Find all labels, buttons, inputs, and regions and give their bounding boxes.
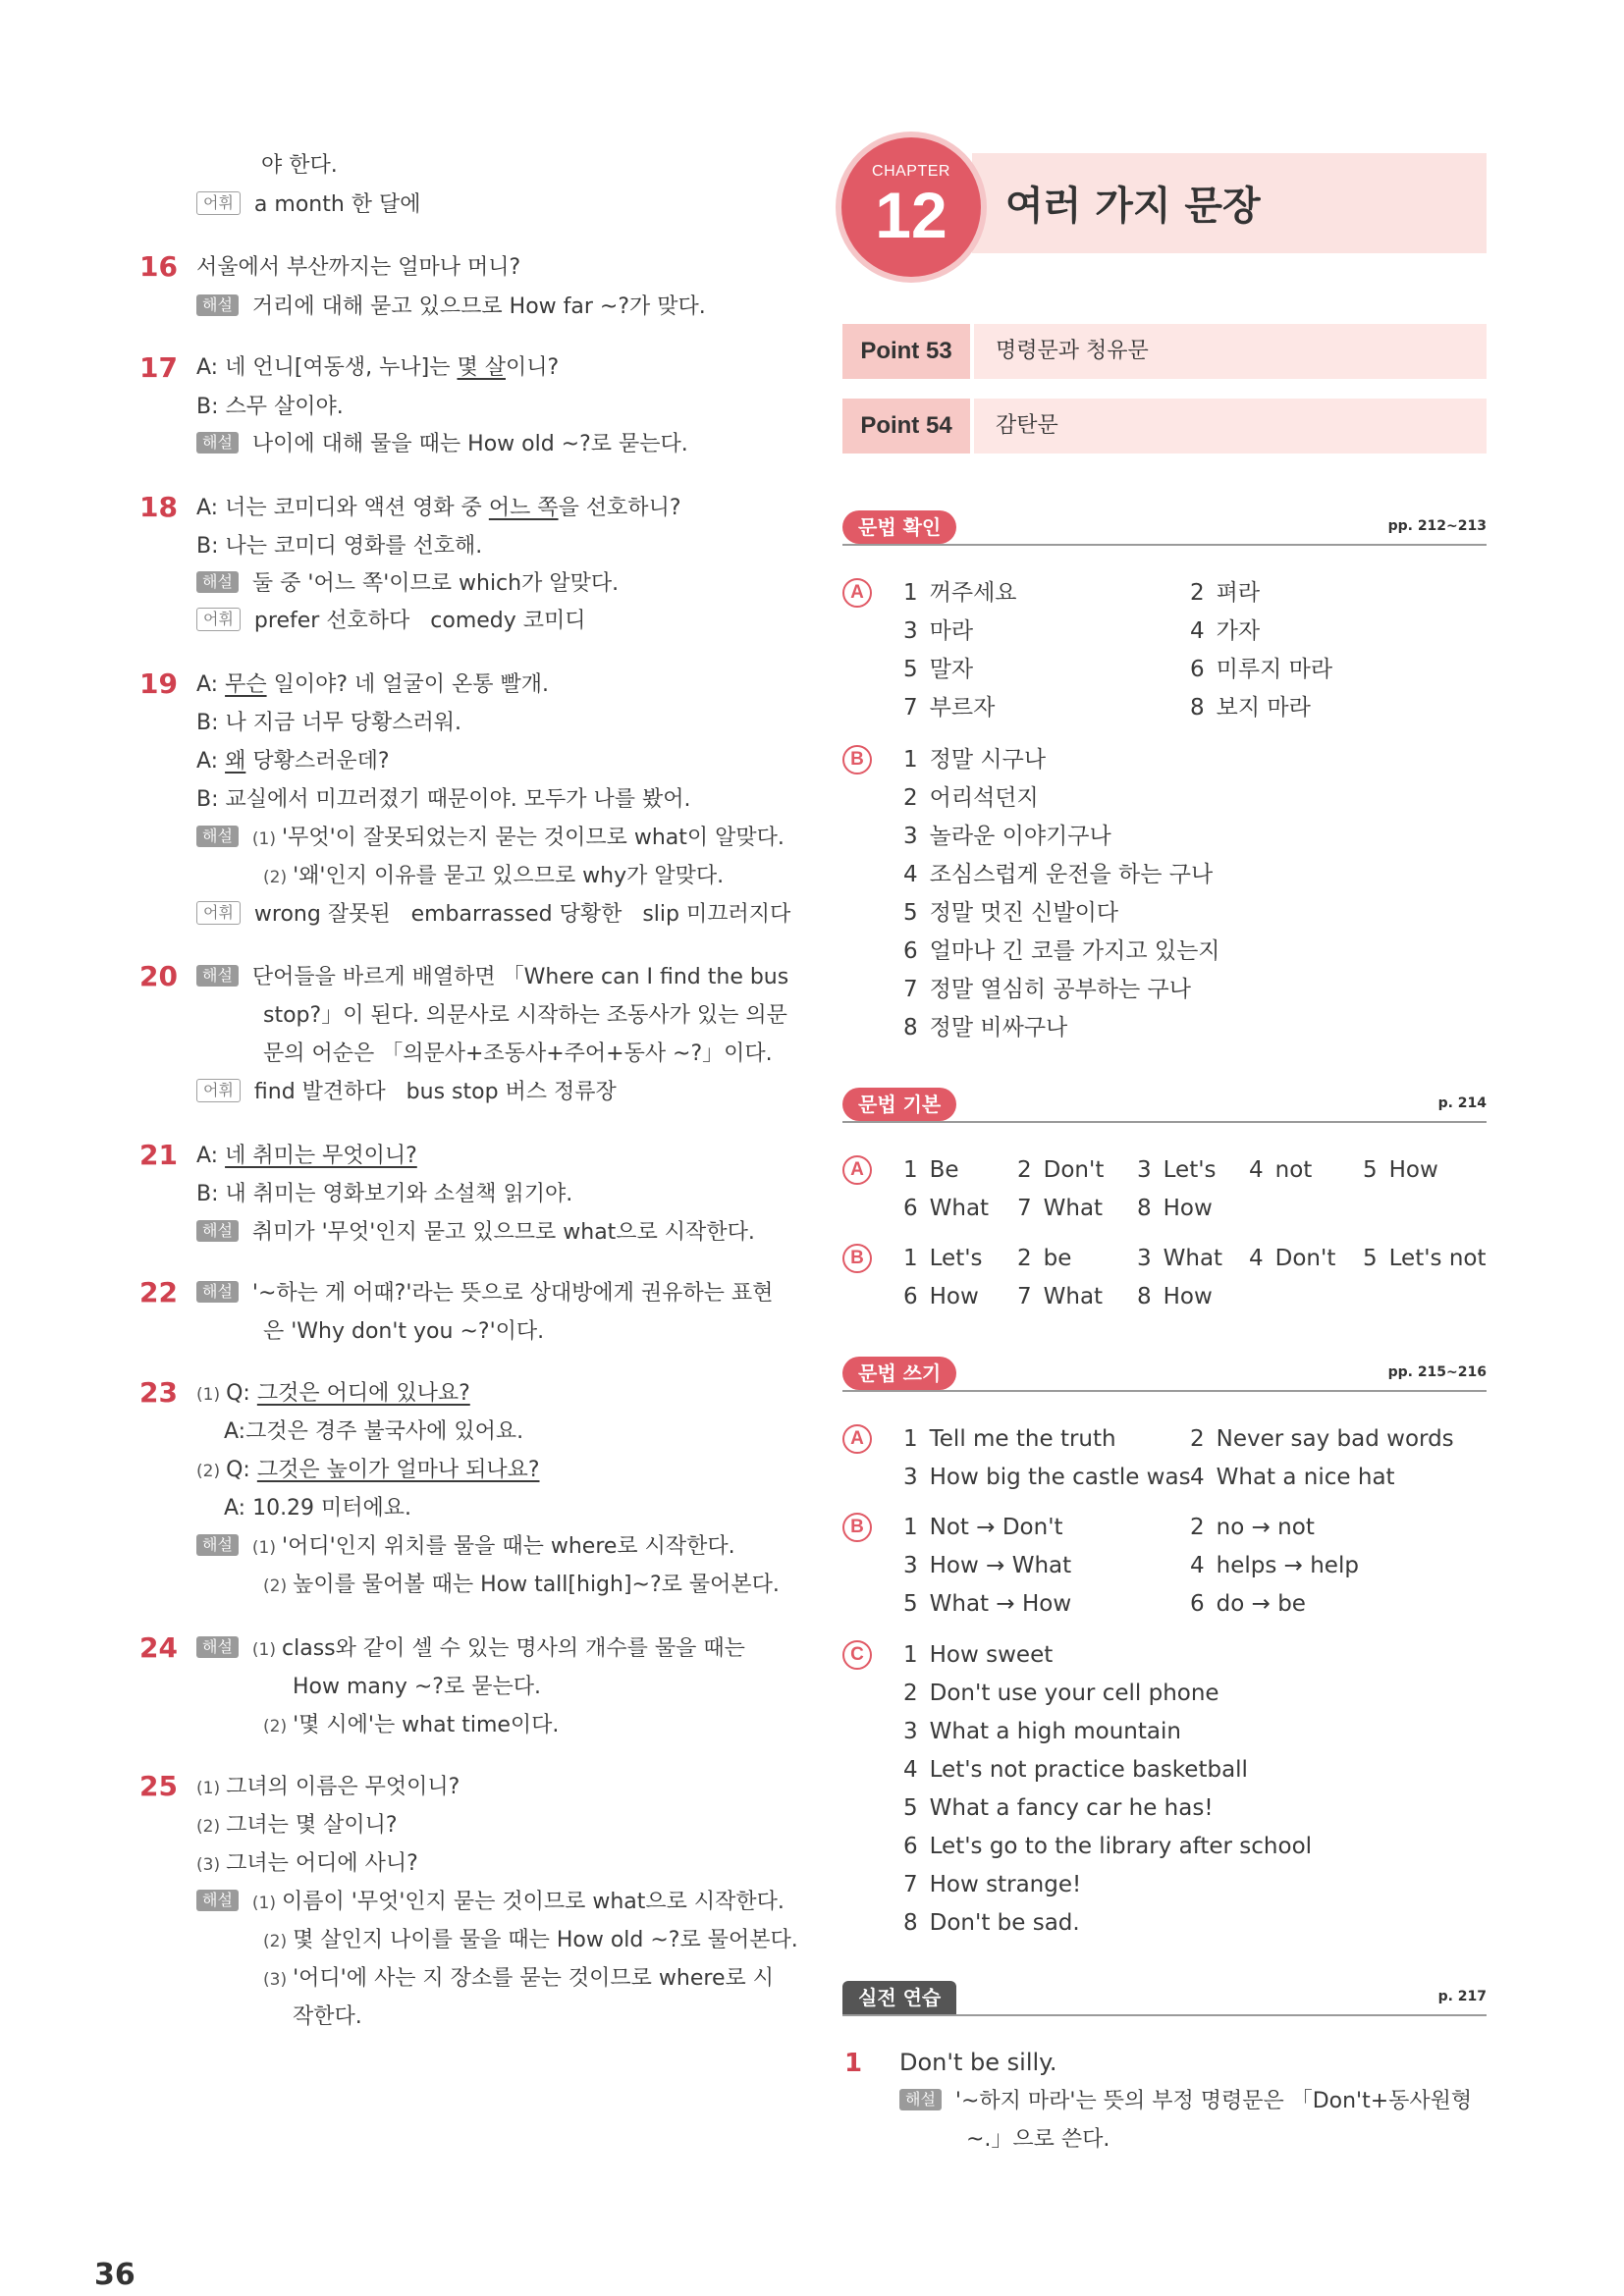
answer-number: 2 (903, 785, 918, 811)
question-number: 25 (139, 1770, 178, 1802)
answer-number: 6 (1190, 1591, 1205, 1617)
answer-item (903, 1244, 983, 1273)
point-label: Point 53 (842, 324, 970, 379)
answer-number: 1 (903, 1515, 918, 1540)
answer-item (1363, 1244, 1487, 1273)
chapter-label: CHAPTER (872, 163, 950, 180)
point-text: 감탄문 (974, 399, 1487, 454)
question-number: 20 (139, 960, 178, 992)
answer-item (1137, 1244, 1222, 1273)
answer-number: 5 (1363, 1246, 1378, 1271)
question-number: 21 (139, 1139, 178, 1171)
answer-number: 2 (1190, 1426, 1205, 1452)
answer-item (903, 898, 1118, 928)
question-number: 23 (139, 1376, 178, 1409)
answer-value: 얼마나 긴 코를 가지고 있는지 (929, 938, 1220, 964)
answer-number: 3 (1137, 1246, 1152, 1271)
question-number: 22 (139, 1276, 178, 1308)
explanation-line: 해설 취미가 '무엇'인지 묻고 있으므로 what으로 시작한다. (196, 1218, 755, 1248)
answer-item (903, 1755, 1248, 1785)
answer-value: Don't (1274, 1246, 1336, 1271)
question-number: 18 (139, 491, 178, 523)
answer-line: (2) 그녀는 몇 살이니? (196, 1813, 398, 1838)
answer-number: 8 (903, 1910, 918, 1936)
answer-number: 6 (903, 1284, 918, 1309)
answer-item (903, 936, 1220, 966)
answer-number: 8 (1190, 695, 1205, 721)
answer-item (903, 1640, 1053, 1670)
explanation-line: ~.」으로 쓴다. (966, 2127, 1110, 2152)
answer-item (1190, 578, 1260, 608)
answer-value: 정말 비싸구나 (929, 1015, 1068, 1041)
answer-number: 3 (903, 1553, 918, 1578)
section-title: 문법 확인 (842, 510, 956, 544)
answer-number: 2 (1017, 1157, 1032, 1183)
answer-number: 1 (903, 1246, 918, 1271)
answer-value: Tell me the truth (929, 1426, 1116, 1452)
dialog-line: A: 10.29 미터에요. (224, 1496, 412, 1521)
answer-item (903, 693, 995, 722)
answer-value: What → How (929, 1591, 1072, 1617)
answer-value: do → be (1216, 1591, 1306, 1617)
page-number: 36 (94, 2258, 135, 2292)
answer-value: What (929, 1196, 990, 1221)
answer-item (1190, 655, 1332, 684)
section-title: 문법 기본 (842, 1088, 956, 1121)
answer-value: 정말 시구나 (929, 747, 1047, 773)
answer-item (903, 1793, 1214, 1823)
answer-number: 8 (903, 1015, 918, 1041)
answer-number: 4 (1249, 1157, 1264, 1183)
dialog-line: A: 너는 코미디와 액션 영화 중 어느 쪽을 선호하니? (196, 496, 681, 520)
answer-value: How big the castle was (929, 1465, 1191, 1490)
answer-item (903, 1589, 1071, 1619)
answer-value: What a nice hat (1216, 1465, 1395, 1490)
answer-number: 3 (903, 1719, 918, 1744)
answer-number: 5 (1363, 1157, 1378, 1183)
answer-value: Let's (1163, 1157, 1217, 1183)
section-pages: pp. 212~213 (1387, 518, 1487, 534)
answer-value: What a fancy car he has! (929, 1795, 1214, 1821)
section-title: 실전 연습 (842, 1981, 956, 2014)
answer-value: Never say bad words (1216, 1426, 1454, 1452)
answer-number: 2 (903, 1681, 918, 1706)
question-number: 24 (139, 1631, 178, 1664)
answer-value: 미루지 마라 (1216, 657, 1333, 682)
answer-number: 1 (903, 1157, 918, 1183)
answer-number: 7 (903, 977, 918, 1002)
answer-item (903, 1908, 1080, 1938)
answer-value: Don't be sad. (929, 1910, 1080, 1936)
answer-item (903, 1424, 1116, 1454)
letter-a-icon: A (842, 578, 872, 608)
letter-a-icon: A (842, 1155, 872, 1185)
answer-value: 꺼주세요 (929, 580, 1017, 606)
answer-value: 마라 (929, 618, 974, 644)
vocab-line: 어휘 wrong 잘못된 embarrassed 당황한 slip 미끄러지다 (196, 900, 790, 930)
question-number: 1 (844, 2049, 863, 2078)
answer-number: 4 (1190, 618, 1205, 644)
answer-item (903, 822, 1111, 851)
answer-value: How (929, 1284, 979, 1309)
dialog-line: B: 스무 살이야. (196, 395, 344, 419)
answer-number: 5 (903, 1795, 918, 1821)
answer-item (903, 1155, 959, 1185)
answer-number: 5 (903, 900, 918, 926)
answer-item (1190, 693, 1311, 722)
answer-value: How (1163, 1196, 1213, 1221)
answer-value: How (1388, 1157, 1438, 1183)
answer-number: 4 (1190, 1553, 1205, 1578)
explanation-line: (2) '왜'인지 이유를 묻고 있으므로 why가 알맞다. (263, 864, 725, 888)
dialog-line: A: 무슨 일이야? 네 얼굴이 온통 빨개. (196, 672, 550, 697)
letter-b-icon: B (842, 745, 872, 774)
question-number: 19 (139, 667, 178, 700)
answer-item (1190, 1513, 1315, 1542)
answer-item (903, 1282, 979, 1311)
section-header (842, 1981, 1487, 2016)
dialog-line: B: 나 지금 너무 당황스러워. (196, 711, 461, 735)
section-title: 문법 쓰기 (842, 1357, 956, 1390)
explanation-line: 해설 (1) 이름이 '무엇'인지 묻는 것이므로 what으로 시작한다. (196, 1888, 785, 1918)
answer-item (1137, 1282, 1213, 1311)
answer-number: 1 (903, 580, 918, 606)
answer-number: 4 (1249, 1246, 1264, 1271)
answer-value: How strange! (929, 1872, 1082, 1897)
answer-number: 8 (1137, 1196, 1152, 1221)
vocab-line: 어휘 prefer 선호하다 comedy 코미디 (196, 607, 586, 636)
answer-item (903, 1194, 989, 1223)
answer-item (1017, 1155, 1104, 1185)
explanation-line: How many ~?로 묻는다. (293, 1675, 541, 1699)
answer-item (903, 1832, 1312, 1861)
question-text: 서울에서 부산까지는 얼마나 머니? (196, 255, 521, 280)
chapter-number: 12 (875, 179, 947, 251)
dialog-line: B: 교실에서 미끄러졌기 때문이야. 모두가 나를 봤어. (196, 787, 691, 812)
answer-number: 5 (903, 1591, 918, 1617)
chapter-badge (841, 137, 981, 277)
point-row (842, 324, 1487, 379)
letter-a-icon: A (842, 1424, 872, 1454)
answer-item (1249, 1244, 1335, 1273)
explanation-line: (3) '어디'에 사는 지 장소를 묻는 것이므로 where로 시 (263, 1966, 774, 1991)
dialog-line: (2) Q: 그것은 높이가 얼마나 되나요? (196, 1458, 540, 1482)
explanation-line: 해설 단어들을 바르게 배열하면 「Where can I find the bus (196, 963, 788, 992)
answer-value: 가자 (1216, 618, 1261, 644)
answer-value: How sweet (929, 1642, 1054, 1668)
answer-value: 어리석던지 (929, 785, 1039, 811)
answer-item (903, 1717, 1181, 1746)
vocab-line: 어휘 find 발견하다 bus stop 버스 정류장 (196, 1078, 617, 1107)
explanation-line: 해설 (1) '어디'인지 위치를 물을 때는 where로 시작한다. (196, 1532, 735, 1563)
answer-value: What (1163, 1246, 1223, 1271)
answer-value: 펴라 (1216, 580, 1261, 606)
answer-value: be (1043, 1246, 1072, 1271)
explanation-line: stop?」이 된다. 의문사로 시작하는 조동사가 있는 의문 (263, 1003, 787, 1028)
letter-b-icon: B (842, 1513, 872, 1542)
answer-item (1017, 1282, 1103, 1311)
answer-number: 4 (1190, 1465, 1205, 1490)
answer-item (1017, 1244, 1071, 1273)
answer-item (903, 745, 1046, 774)
answer-value: What (1043, 1284, 1104, 1309)
answer-item (1017, 1194, 1103, 1223)
answer-item (903, 975, 1191, 1004)
answer-number: 1 (903, 1642, 918, 1668)
dialog-line: B: 나는 코미디 영화를 선호해. (196, 534, 483, 559)
answer-number: 2 (1017, 1246, 1032, 1271)
answer-item (903, 578, 1017, 608)
answer-number: 7 (903, 1872, 918, 1897)
explanation-line: 해설 거리에 대해 묻고 있으므로 How far ~?가 맞다. (196, 293, 706, 322)
answer-item (1137, 1155, 1217, 1185)
explanation-line: 해설 '~하는 게 어때?'라는 뜻으로 상대방에게 권유하는 표현 (196, 1279, 773, 1308)
answer-item (903, 1551, 1071, 1580)
answer-number: 5 (903, 657, 918, 682)
answer-item (1190, 1589, 1306, 1619)
answer-value: Don't use your cell phone (929, 1681, 1219, 1706)
section-header (842, 1088, 1487, 1123)
section-pages: p. 214 (1437, 1095, 1487, 1111)
answer-item (1190, 1424, 1454, 1454)
answer-value: Let's (929, 1246, 983, 1271)
answer-item (903, 1513, 1063, 1542)
explanation-line: 문의 어순은 「의문사+조동사+주어+동사 ~?」이다. (263, 1041, 773, 1066)
answer-number: 4 (903, 862, 918, 887)
answer-number: 1 (903, 747, 918, 773)
answer-number: 7 (1017, 1196, 1032, 1221)
vocab-tag: 어휘 (196, 191, 241, 215)
answer-item (903, 860, 1213, 889)
answer-number: 6 (903, 1834, 918, 1859)
dialog-line: B: 내 취미는 영화보기와 소설책 읽기야. (196, 1182, 573, 1206)
dialog-line: A: 왜 당황스러운데? (196, 749, 390, 774)
answer-value: Let's go to the library after school (929, 1834, 1313, 1859)
answer-value: 부르자 (929, 695, 996, 721)
answer-number: 3 (1137, 1157, 1152, 1183)
section-pages: p. 217 (1437, 1989, 1487, 2004)
dialog-line: A: 네 취미는 무엇이니? (196, 1144, 417, 1168)
answer-number: 7 (903, 695, 918, 721)
explanation-line: 해설 '~하지 마라'는 뜻의 부정 명령문은 「Don't+동사원형 (899, 2087, 1472, 2116)
question-number: 17 (139, 351, 178, 384)
question-number: 16 (139, 250, 178, 283)
answer-value: How (1163, 1284, 1213, 1309)
dialog-line: A:그것은 경주 불국사에 있어요. (224, 1419, 524, 1444)
section-header (842, 1357, 1487, 1392)
answer-number: 1 (903, 1426, 918, 1452)
answer-number: 7 (1017, 1284, 1032, 1309)
answer-value: Let's not (1388, 1246, 1487, 1271)
answer-value: Let's not practice basketball (929, 1757, 1248, 1783)
answer-line: (3) 그녀는 어디에 사니? (196, 1851, 418, 1876)
answer-item (1137, 1194, 1213, 1223)
answer-value: 조심스럽게 운전을 하는 구나 (929, 862, 1214, 887)
section-pages: pp. 215~216 (1387, 1364, 1487, 1380)
answer-item (903, 1013, 1067, 1042)
answer-item (1190, 1463, 1395, 1492)
dialog-line: (1) Q: 그것은 어디에 있나요? (196, 1381, 470, 1406)
answer-item (903, 655, 973, 684)
answer-number: 3 (903, 618, 918, 644)
explanation-line: (2) 몇 살인지 나이를 물을 때는 How old ~?로 물어본다. (263, 1928, 798, 1952)
answer-item (903, 1463, 1191, 1492)
answer-value: not (1274, 1157, 1313, 1183)
answer-value: 정말 열심히 공부하는 구나 (929, 977, 1191, 1002)
answer-item (903, 1870, 1081, 1899)
explanation-line: 작한다. (293, 2004, 362, 2029)
answer-item (1363, 1155, 1438, 1185)
answer-number: 2 (1190, 580, 1205, 606)
answer-item (1190, 616, 1260, 646)
explanation-line: 해설 (1) class와 같이 셀 수 있는 명사의 개수를 물을 때는 (196, 1634, 745, 1665)
section-header (842, 510, 1487, 546)
answer-value: Not → Don't (929, 1515, 1063, 1540)
answer-number: 3 (903, 1465, 918, 1490)
explanation-line: (2) 높이를 물어볼 때는 How tall[high]~?로 물어본다. (263, 1573, 780, 1597)
answer-number: 8 (1137, 1284, 1152, 1309)
answer-item (903, 783, 1039, 813)
answer-item (1190, 1551, 1359, 1580)
answer-text: Don't be silly. (899, 2049, 1057, 2076)
answer-value: 보지 마라 (1216, 695, 1311, 721)
answer-line: (1) 그녀의 이름은 무엇이니? (196, 1775, 460, 1799)
explanation-line: 해설 나이에 대해 물을 때는 How old ~?로 묻는다. (196, 430, 688, 459)
answer-value: no → not (1216, 1515, 1315, 1540)
letter-b-icon: B (842, 1244, 872, 1273)
point-row (842, 399, 1487, 454)
continued-text: 야 한다. (261, 153, 338, 178)
answer-value: helps → help (1216, 1553, 1359, 1578)
answer-number: 2 (1190, 1515, 1205, 1540)
explanation-line: 해설 둘 중 '어느 쪽'이므로 which가 알맞다. (196, 569, 619, 599)
answer-item (1249, 1155, 1312, 1185)
point-label: Point 54 (842, 399, 970, 454)
answer-number: 4 (903, 1757, 918, 1783)
answer-value: What a high mountain (929, 1719, 1181, 1744)
letter-c-icon: C (842, 1640, 872, 1670)
explanation-line: (2) '몇 시에'는 what time이다. (263, 1713, 560, 1737)
answer-number: 6 (903, 938, 918, 964)
answer-item (903, 616, 973, 646)
answer-number: 3 (903, 824, 918, 849)
answer-value: 말자 (929, 657, 974, 682)
vocab-line: 어휘 a month 한 달에 (196, 190, 421, 220)
answer-number: 6 (903, 1196, 918, 1221)
answer-item (903, 1679, 1219, 1708)
point-text: 명령문과 청유문 (974, 324, 1487, 379)
dialog-line: A: 네 언니[여동생, 누나]는 몇 살이니? (196, 355, 560, 380)
answer-value: How → What (929, 1553, 1072, 1578)
explanation-line: 은 'Why don't you ~?'이다. (263, 1319, 545, 1344)
answer-value: Be (929, 1157, 959, 1183)
chapter-title: 여러 가지 문장 (1005, 184, 1261, 229)
answer-number: 6 (1190, 657, 1205, 682)
answer-value: What (1043, 1196, 1104, 1221)
answer-value: 정말 멋진 신발이다 (929, 900, 1119, 926)
answer-value: 놀라운 이야기구나 (929, 824, 1111, 849)
answer-value: Don't (1043, 1157, 1105, 1183)
explanation-line: 해설 (1) '무엇'이 잘못되었는지 묻는 것이므로 what이 알맞다. (196, 824, 785, 854)
explanation-tag: 해설 (196, 294, 239, 316)
